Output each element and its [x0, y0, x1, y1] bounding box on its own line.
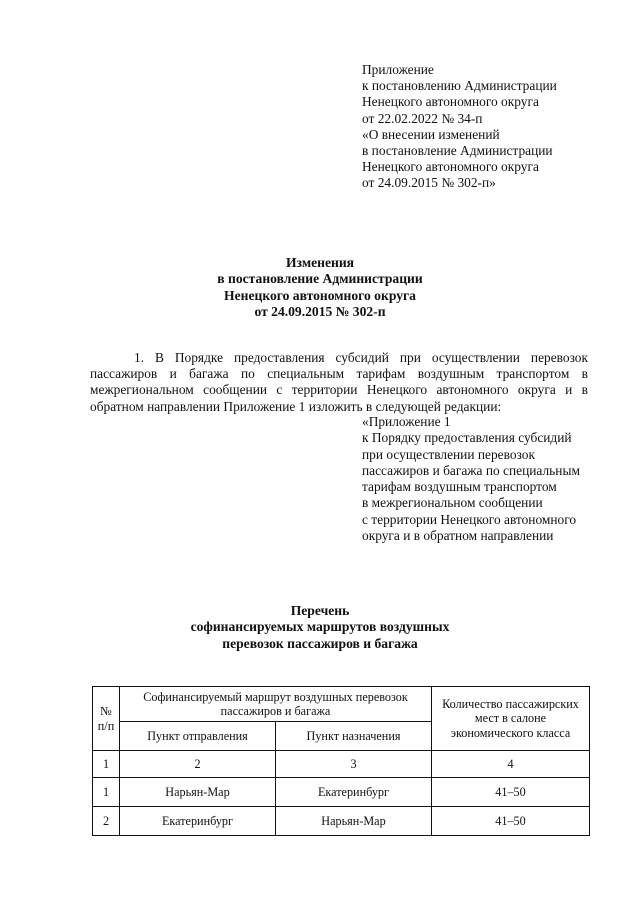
inner-appendix-line: «Приложение 1	[362, 414, 451, 429]
inner-appendix-header	[362, 414, 580, 544]
header-departure-cell: Пункт отправления	[120, 722, 276, 751]
row-num-cell: 1	[93, 778, 120, 807]
changes-title-line: в постановление Администрации	[217, 271, 423, 287]
routes-table	[92, 686, 590, 836]
appendix-header-line: в постановление Администрации	[362, 143, 553, 159]
changes-title-line: Ненецкого автономного округа	[224, 287, 416, 303]
inner-appendix-line: с территории Ненецкого автономного	[362, 511, 577, 527]
inner-appendix-line: к Порядку предоставления субсидий	[362, 430, 572, 446]
inner-appendix-line: пассажиров и багажа по специальным	[362, 462, 580, 478]
column-number-cell: 4	[432, 751, 590, 778]
appendix-header-line: к постановлению Администрации	[362, 78, 557, 94]
list-title-line: софинансируемых маршрутов воздушных	[190, 619, 450, 635]
column-numbers-row	[93, 751, 590, 778]
row-destination-cell: Нарьян-Мар	[276, 807, 432, 836]
paragraph-1: 1. В Порядке предоставления субсидий при осуществлении перевозок пассажиров и багажа по специальным тарифам воздушным транспортом в межрегиональном сообщении с территории Ненецкого автономного округа и в обратном направлении Приложение 1 изложить в следующей редакции:	[90, 350, 588, 414]
appendix-header	[362, 62, 557, 192]
list-title	[0, 603, 640, 652]
column-number-cell: 1	[93, 751, 120, 778]
list-title-line: Перечень	[290, 603, 350, 618]
table-row	[93, 778, 590, 807]
header-route-cell: Софинансируемый маршрут воздушных перевозок пассажиров и багажа	[120, 687, 432, 722]
row-departure-cell: Нарьян-Мар	[120, 778, 276, 807]
column-number-cell: 2	[120, 751, 276, 778]
table-header-row	[93, 687, 590, 722]
header-seats-cell: Количество пассажирских мест в салоне экономического класса	[432, 687, 590, 751]
changes-title-line: Изменения	[285, 255, 355, 270]
inner-appendix-line: при осуществлении перевозок	[362, 446, 535, 462]
appendix-header-line: от 24.09.2015 № 302-п»	[362, 175, 496, 191]
list-title-line: перевозок пассажиров и багажа	[222, 635, 418, 651]
column-number-cell: 3	[276, 751, 432, 778]
row-destination-cell: Екатеринбург	[276, 778, 432, 807]
row-seats-cell: 41–50	[432, 807, 590, 836]
appendix-header-line: «О внесении изменений	[362, 126, 500, 142]
table-row	[93, 807, 590, 836]
header-destination-cell: Пункт назначения	[276, 722, 432, 751]
row-num-cell: 2	[93, 807, 120, 836]
appendix-header-line: Приложение	[362, 62, 434, 77]
body-text	[90, 350, 588, 415]
header-num-cell	[93, 687, 120, 751]
inner-appendix-line: в межрегиональном сообщении	[362, 495, 543, 511]
changes-title-line: от 24.09.2015 № 302-п	[254, 304, 386, 320]
header-num-line2: п/п	[97, 718, 115, 733]
row-seats-cell: 41–50	[432, 778, 590, 807]
appendix-header-line: Ненецкого автономного округа	[362, 94, 539, 110]
appendix-header-line: Ненецкого автономного округа	[362, 159, 539, 175]
inner-appendix-line: тарифам воздушным транспортом	[362, 479, 557, 495]
header-num-line1: №	[100, 704, 112, 719]
inner-appendix-line: округа и в обратном направлении	[362, 528, 554, 544]
changes-title	[0, 255, 640, 321]
row-departure-cell: Екатеринбург	[120, 807, 276, 836]
appendix-header-line: от 22.02.2022 № 34-п	[362, 110, 483, 126]
